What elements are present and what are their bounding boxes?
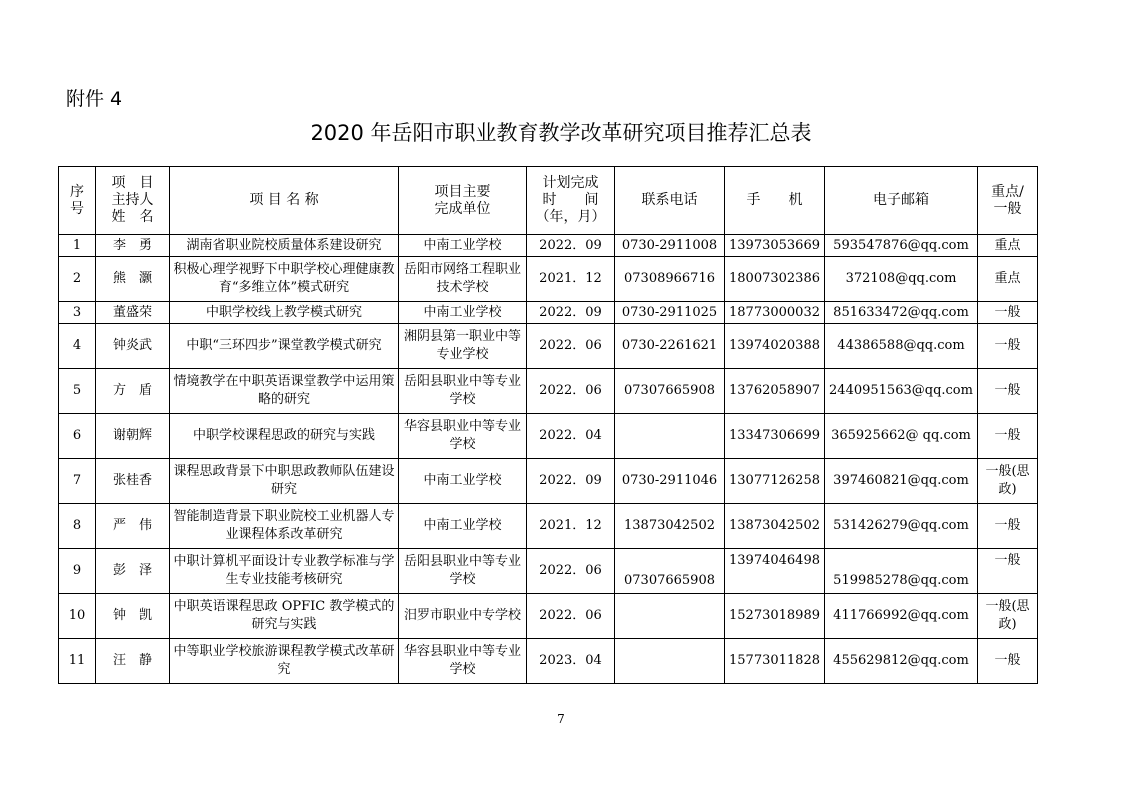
- cell-level: 重点: [978, 257, 1038, 302]
- cell-unit: 岳阳县职业中等专业学校: [399, 369, 527, 414]
- cell-unit: 汨罗市职业中专学校: [399, 594, 527, 639]
- cell-unit: 华容县职业中等专业学校: [399, 414, 527, 459]
- table-row: [59, 639, 1038, 684]
- cell-plan: 2021．12: [527, 257, 615, 302]
- cell-level: 一般: [978, 414, 1038, 459]
- table-row: [59, 257, 1038, 302]
- cell-email: 372108@qq.com: [825, 257, 978, 302]
- header-unit: 项目主要 完成单位: [399, 167, 527, 235]
- cell-plan: 2022．09: [527, 302, 615, 324]
- header-email: 电子邮箱: [825, 167, 978, 235]
- cell-name: 积极心理学视野下中职学校心理健康教育“多维立体”模式研究: [170, 257, 399, 302]
- cell-level: 一般(思政): [978, 594, 1038, 639]
- cell-unit: 中南工业学校: [399, 235, 527, 257]
- cell-host: 谢朝辉: [96, 414, 170, 459]
- cell-email: 365925662@ qq.com: [825, 414, 978, 459]
- cell-tel: [615, 639, 725, 684]
- cell-tel: [615, 414, 725, 459]
- cell-host: 严 伟: [96, 504, 170, 549]
- cell-no: 6: [59, 414, 96, 459]
- table-row: [59, 324, 1038, 369]
- table-header-row: [59, 167, 1038, 235]
- cell-mobile: 13974020388: [725, 324, 825, 369]
- cell-tel: 0730-2261621: [615, 324, 725, 369]
- cell-name: 中职英语课程思政 OPFIC 教学模式的研究与实践: [170, 594, 399, 639]
- cell-name: 中职“三环四步”课堂教学模式研究: [170, 324, 399, 369]
- cell-tel: 07307665908: [615, 369, 725, 414]
- cell-unit: 中南工业学校: [399, 504, 527, 549]
- cell-name: 中职学校课程思政的研究与实践: [170, 414, 399, 459]
- cell-unit: 岳阳县职业中等专业学校: [399, 549, 527, 594]
- cell-level: 一般(思政): [978, 459, 1038, 504]
- cell-mobile: 15773011828: [725, 639, 825, 684]
- cell-email: 397460821@qq.com: [825, 459, 978, 504]
- cell-tel: 0730-2911025: [615, 302, 725, 324]
- cell-name: 中等职业学校旅游课程教学模式改革研究: [170, 639, 399, 684]
- header-project-name: 项 目 名 称: [170, 167, 399, 235]
- cell-no: 1: [59, 235, 96, 257]
- table-row: [59, 594, 1038, 639]
- cell-no: 5: [59, 369, 96, 414]
- cell-no: 7: [59, 459, 96, 504]
- page-number: 7: [557, 712, 565, 726]
- cell-email: 531426279@qq.com: [825, 504, 978, 549]
- project-table: [58, 166, 1038, 684]
- cell-plan: 2022．06: [527, 549, 615, 594]
- attachment-label: 附件 4: [66, 88, 123, 110]
- cell-email: 455629812@qq.com: [825, 639, 978, 684]
- cell-name: 课程思政背景下中职思政教师队伍建设研究: [170, 459, 399, 504]
- cell-unit: 中南工业学校: [399, 302, 527, 324]
- cell-name: 湖南省职业院校质量体系建设研究: [170, 235, 399, 257]
- cell-tel: 07308966716: [615, 257, 725, 302]
- cell-plan: 2022．06: [527, 594, 615, 639]
- cell-level: 一般: [978, 302, 1038, 324]
- cell-mobile: 18007302386: [725, 257, 825, 302]
- cell-host: 钟 凯: [96, 594, 170, 639]
- table-row: [59, 459, 1038, 504]
- table-row: [59, 504, 1038, 549]
- cell-name: 智能制造背景下职业院校工业机器人专业课程体系改革研究: [170, 504, 399, 549]
- cell-no: 3: [59, 302, 96, 324]
- cell-mobile: 13077126258: [725, 459, 825, 504]
- table-row: [59, 369, 1038, 414]
- cell-name: 中职学校线上教学模式研究: [170, 302, 399, 324]
- table-row: [59, 414, 1038, 459]
- cell-tel: 13873042502: [615, 504, 725, 549]
- cell-no: 4: [59, 324, 96, 369]
- cell-level: 一般: [978, 639, 1038, 684]
- table-row: [59, 549, 1038, 594]
- cell-tel: 0730-2911046: [615, 459, 725, 504]
- cell-level: 一般: [978, 369, 1038, 414]
- cell-unit: 岳阳市网络工程职业技术学校: [399, 257, 527, 302]
- cell-host: 方 盾: [96, 369, 170, 414]
- table-row: [59, 235, 1038, 257]
- header-phone: 联系电话: [615, 167, 725, 235]
- cell-plan: 2022．09: [527, 235, 615, 257]
- cell-level: 一般: [978, 504, 1038, 549]
- cell-email: 519985278@qq.com: [825, 549, 978, 594]
- cell-level: 重点: [978, 235, 1038, 257]
- header-plan-time: 计划完成 时 间 （年，月）: [527, 167, 615, 235]
- cell-no: 2: [59, 257, 96, 302]
- cell-mobile: 13973053669: [725, 235, 825, 257]
- cell-no: 9: [59, 549, 96, 594]
- cell-plan: 2022．09: [527, 459, 615, 504]
- cell-name: 情境教学在中职英语课堂教学中运用策略的研究: [170, 369, 399, 414]
- cell-host: 董盛荣: [96, 302, 170, 324]
- header-mobile: 手 机: [725, 167, 825, 235]
- cell-mobile: 13873042502: [725, 504, 825, 549]
- cell-plan: 2022．06: [527, 324, 615, 369]
- cell-email: 411766992@qq.com: [825, 594, 978, 639]
- cell-unit: 华容县职业中等专业学校: [399, 639, 527, 684]
- cell-host: 李 勇: [96, 235, 170, 257]
- cell-name: 中职计算机平面设计专业教学标准与学生专业技能考核研究: [170, 549, 399, 594]
- cell-no: 11: [59, 639, 96, 684]
- cell-host: 钟炎武: [96, 324, 170, 369]
- cell-tel: 07307665908: [615, 549, 725, 594]
- cell-no: 8: [59, 504, 96, 549]
- cell-email: 851633472@qq.com: [825, 302, 978, 324]
- cell-mobile: 13347306699: [725, 414, 825, 459]
- cell-unit: 中南工业学校: [399, 459, 527, 504]
- cell-tel: [615, 594, 725, 639]
- cell-unit: 湘阴县第一职业中等专业学校: [399, 324, 527, 369]
- cell-tel: 0730-2911008: [615, 235, 725, 257]
- header-host: 项 目 主持人 姓 名: [96, 167, 170, 235]
- cell-plan: 2023．04: [527, 639, 615, 684]
- cell-plan: 2021．12: [527, 504, 615, 549]
- page-title: 2020 年岳阳市职业教育教学改革研究项目推荐汇总表: [310, 121, 812, 145]
- cell-level: 一般: [978, 324, 1038, 369]
- cell-host: 彭 泽: [96, 549, 170, 594]
- cell-email: 593547876@qq.com: [825, 235, 978, 257]
- cell-plan: 2022．04: [527, 414, 615, 459]
- cell-email: 44386588@qq.com: [825, 324, 978, 369]
- cell-host: 张桂香: [96, 459, 170, 504]
- cell-mobile: 18773000032: [725, 302, 825, 324]
- cell-level: 一般: [978, 549, 1038, 594]
- header-seq: 序 号: [59, 167, 96, 235]
- cell-no: 10: [59, 594, 96, 639]
- cell-host: 汪 静: [96, 639, 170, 684]
- cell-mobile: 13762058907: [725, 369, 825, 414]
- cell-mobile: 13974046498: [725, 549, 825, 594]
- cell-plan: 2022．06: [527, 369, 615, 414]
- cell-mobile: 15273018989: [725, 594, 825, 639]
- cell-email: 2440951563@qq.com: [825, 369, 978, 414]
- header-level: 重点/ 一般: [978, 167, 1038, 235]
- cell-host: 熊 灏: [96, 257, 170, 302]
- table-row: [59, 302, 1038, 324]
